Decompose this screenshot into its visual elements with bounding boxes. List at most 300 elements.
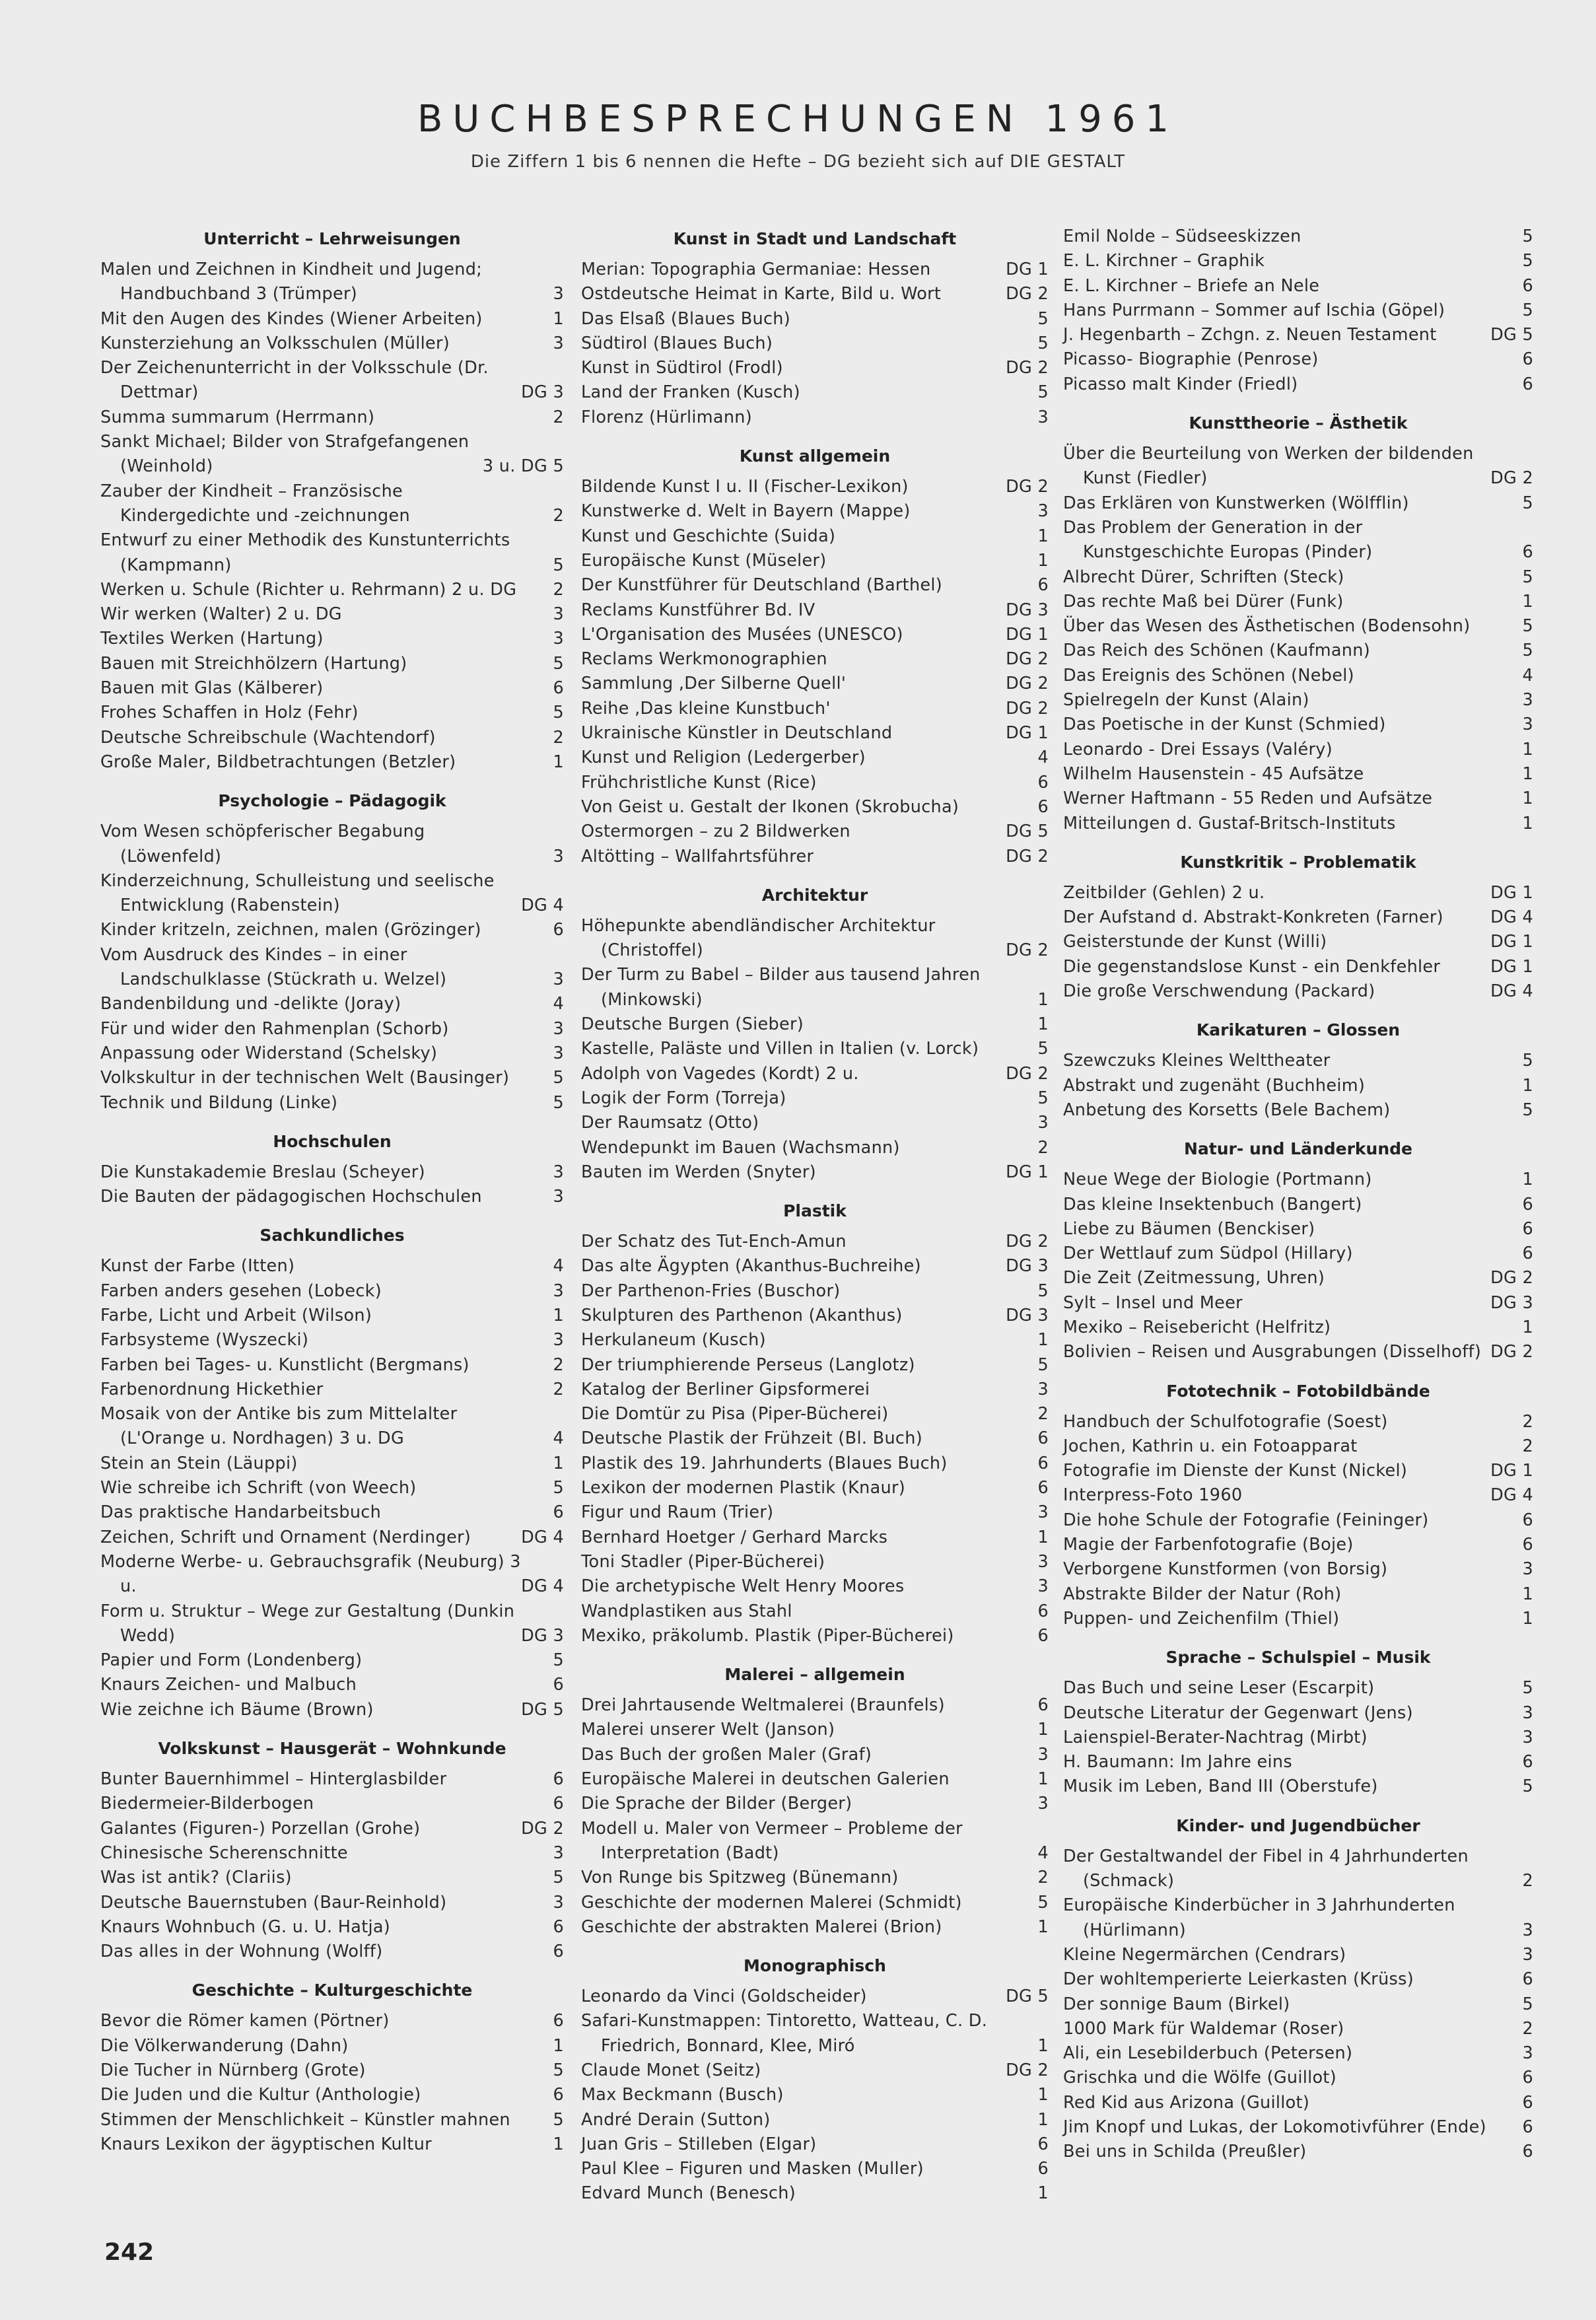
issue-reference: 3: [553, 969, 564, 990]
book-title: Die Tucher in Nürnberg (Grote): [100, 2060, 366, 2080]
book-entry: [1063, 614, 1533, 639]
book-entry: [581, 963, 1049, 1012]
book-entry: [1063, 1049, 1533, 1073]
book-entry: [100, 1091, 564, 1115]
issue-reference: DG 2: [521, 1818, 564, 1839]
issue-reference: 5: [1522, 251, 1533, 271]
issue-reference: 6: [1037, 1428, 1049, 1449]
issue-reference: 3: [553, 846, 564, 866]
issue-reference: 6: [1522, 1752, 1533, 1773]
book-title: Red Kid aus Arizona (Guillot): [1063, 2092, 1310, 2113]
book-entry: [1063, 2091, 1533, 2115]
book-entry: [100, 1041, 564, 1066]
issue-reference: 3: [1522, 715, 1533, 735]
book-entry: [1063, 905, 1533, 930]
issue-reference: 3: [1037, 1502, 1049, 1523]
issue-reference: 3: [1037, 1379, 1049, 1399]
entry-list: [100, 1254, 564, 1722]
book-entry: [581, 405, 1049, 430]
entry-list: [1063, 881, 1533, 1004]
book-title: Vom Ausdruck des Kindes – in einer Landschulklasse (Stückrath u. Welzel): [100, 944, 447, 990]
issue-reference: DG 1: [1006, 1162, 1049, 1182]
book-title: Bildende Kunst I u. II (Fischer-Lexikon): [581, 477, 909, 497]
issue-reference: 3: [1522, 1944, 1533, 1965]
book-title: Malerei unserer Welt (Janson): [581, 1720, 835, 1740]
book-title: Bauten im Werden (Snyter): [581, 1162, 816, 1182]
book-entry: [1063, 491, 1533, 516]
book-entry: [100, 627, 564, 651]
book-entry: [100, 1698, 564, 1722]
book-entry: [1063, 1217, 1533, 1242]
issue-reference: DG 5: [1006, 822, 1049, 842]
issue-reference: DG 1: [1006, 723, 1049, 744]
book-title: Die Völkerwanderung (Dahn): [100, 2035, 349, 2056]
section-heading: Kunst allgemein: [739, 446, 891, 466]
issue-reference: 4: [1522, 665, 1533, 685]
book-title: Werken u. Schule (Richter u. Rehrmann) 2 u. DG: [100, 579, 517, 600]
book-entry: [1063, 1266, 1533, 1290]
issue-reference: 2: [1522, 1871, 1533, 1891]
book-title: Das rechte Maß bei Dürer (Funk): [1063, 591, 1344, 612]
book-title: Interpress-Foto 1960: [1063, 1485, 1243, 1506]
section-heading: Kunsttheorie – Ästhetik: [1189, 413, 1408, 433]
section-heading: Geschichte – Kulturgeschichte: [191, 1981, 473, 2000]
issue-reference: DG 2: [1006, 1232, 1049, 1252]
issue-reference: 5: [553, 1092, 564, 1113]
book-title: Leonardo - Drei Essays (Valéry): [1063, 739, 1333, 759]
index-section: [100, 1737, 564, 1976]
issue-reference: DG 2: [1490, 1268, 1533, 1288]
book-entry: [581, 1624, 1049, 1648]
book-title: Kastelle, Paläste und Villen in Italien (v. Lorck): [581, 1039, 979, 1059]
issue-reference: 6: [553, 1942, 564, 1962]
issue-reference: 3: [1522, 1703, 1533, 1723]
section-spacer: [1063, 1631, 1533, 1643]
book-entry: [1063, 516, 1533, 565]
book-title: Das Buch der großen Maler (Graf): [581, 1744, 872, 1765]
issue-reference: DG 3: [1006, 1305, 1049, 1325]
book-entry: [100, 652, 564, 676]
issue-reference: 6: [1522, 2068, 1533, 2088]
book-entry: [581, 282, 1049, 306]
issue-reference: 6: [1037, 1453, 1049, 1473]
book-title: Die Sprache der Bilder (Berger): [581, 1794, 852, 1814]
book-entry: [1063, 1992, 1533, 2017]
book-title: Toni Stadler (Piper-Bücherei): [581, 1551, 825, 1572]
book-title: Wir werken (Walter) 2 u. DG: [100, 604, 342, 625]
issue-reference: 3: [1037, 1794, 1049, 1814]
book-title: Von Geist u. Gestalt der Ikonen (Skrobucha): [581, 796, 959, 817]
book-entry: [581, 1574, 1049, 1599]
book-title: Mitteilungen d. Gustaf-Britsch-Instituts: [1063, 813, 1396, 833]
book-entry: [581, 2083, 1049, 2107]
book-entry: [581, 1866, 1049, 1890]
section-spacer: [100, 1209, 564, 1221]
book-title: Herkulaneum (Kusch): [581, 1330, 766, 1351]
book-entry: [100, 356, 564, 405]
book-entry: [581, 795, 1049, 820]
issue-reference: 3: [553, 1187, 564, 1207]
issue-reference: DG 4: [521, 1576, 564, 1597]
index-section: [1063, 1137, 1533, 1376]
issue-reference: 1: [1522, 789, 1533, 809]
book-title: Sankt Michael; Bilder von Strafgefangenen (Weinhold): [100, 432, 469, 477]
issue-reference: 3: [553, 604, 564, 625]
entry-list: [581, 258, 1049, 430]
issue-reference: 3: [1037, 1576, 1049, 1597]
issue-reference: 2: [1037, 1137, 1049, 1158]
book-entry: [1063, 1074, 1533, 1098]
index-section: [1063, 225, 1533, 409]
book-title: Farbsysteme (Wyszecki): [100, 1330, 309, 1351]
book-entry: [100, 578, 564, 602]
book-entry: [100, 1792, 564, 1816]
book-entry: [100, 1767, 564, 1792]
index-section: [581, 227, 1049, 442]
book-title: 1000 Mark für Waldemar (Roser): [1063, 2018, 1344, 2039]
book-title: Laienspiel-Berater-Nachtrag (Mirbt): [1063, 1727, 1368, 1747]
book-entry: [581, 1353, 1049, 1378]
book-entry: [581, 573, 1049, 598]
book-entry: [581, 1915, 1049, 1940]
book-entry: [1063, 1508, 1533, 1533]
book-entry: [581, 1792, 1049, 1816]
index-section: [1063, 1646, 1533, 1811]
book-entry: [581, 2058, 1049, 2083]
book-title: Europäische Kinderbücher in 3 Jahrhunderten (Hürlimann): [1063, 1895, 1455, 1940]
book-entry: [100, 1066, 564, 1090]
section-heading: Natur- und Länderkunde: [1184, 1139, 1412, 1159]
book-entry: [1063, 1168, 1533, 1192]
book-entry: [581, 1062, 1049, 1086]
book-entry: [581, 1230, 1049, 1254]
issue-reference: 1: [1037, 1769, 1049, 1790]
book-title: Spielregeln der Kunst (Alain): [1063, 690, 1309, 711]
book-entry: [581, 1817, 1049, 1866]
book-entry: [100, 2108, 564, 2132]
book-entry: [1063, 2115, 1533, 2140]
section-spacer: [1063, 2165, 1533, 2177]
issue-reference: 6: [1522, 2142, 1533, 2162]
section-spacer: [100, 1964, 564, 1976]
book-entry: [581, 2009, 1049, 2058]
book-entry: [100, 1378, 564, 1402]
entry-list: [100, 1160, 564, 1210]
index-section: [1063, 851, 1533, 1016]
issue-reference: 3: [1037, 1113, 1049, 1133]
issue-reference: 2: [1037, 1868, 1049, 1888]
issue-reference: 6: [553, 1675, 564, 1695]
book-entry: [581, 2157, 1049, 2181]
book-entry: [100, 2034, 564, 2058]
issue-reference: 1: [1522, 1317, 1533, 1337]
issue-reference: 1: [1522, 813, 1533, 833]
book-title: Das Ereignis des Schönen (Nebel): [1063, 665, 1354, 685]
book-entry: [1063, 930, 1533, 954]
issue-reference: 6: [1522, 542, 1533, 563]
book-entry: [581, 307, 1049, 332]
book-entry: [1063, 639, 1533, 663]
book-title: Grischka und die Wölfe (Guillot): [1063, 2068, 1336, 2088]
section-heading: Fototechnik – Fotobildbände: [1166, 1381, 1430, 1401]
book-entry: [1063, 762, 1533, 787]
book-title: Der Kunstführer für Deutschland (Barthel): [581, 575, 943, 596]
book-entry: [1063, 1967, 1533, 1992]
issue-reference: 6: [1037, 2159, 1049, 2179]
book-entry: [1063, 688, 1533, 713]
book-entry: [581, 721, 1049, 746]
issue-reference: 4: [553, 994, 564, 1014]
book-entry: [581, 914, 1049, 964]
book-title: Textiles Werken (Hartung): [100, 629, 324, 649]
section-heading: Monographisch: [744, 1956, 886, 1976]
book-title: Bei uns in Schilda (Preußler): [1063, 2142, 1307, 2162]
issue-reference: 5: [1522, 641, 1533, 661]
section-spacer: [581, 1940, 1049, 1951]
column-1: [100, 225, 564, 2169]
book-title: Skulpturen des Parthenon (Akanthus): [581, 1305, 903, 1325]
page-subtitle: Die Ziffern 1 bis 6 nennen die Hefte – DG bezieht sich auf DIE GESTALT: [470, 152, 1126, 172]
section-heading: Kunst in Stadt und Landschaft: [673, 229, 957, 248]
book-title: Entwurf zu einer Methodik des Kunstunterrichts (Kampmann): [100, 530, 510, 575]
issue-reference: 3: [1037, 407, 1049, 427]
book-title: Von Runge bis Spitzweg (Bünemann): [581, 1868, 899, 1888]
book-title: Knaurs Lexikon der ägyptischen Kultur: [100, 2134, 432, 2154]
issue-reference: 2: [553, 1379, 564, 1399]
index-section: [100, 1979, 564, 2169]
issue-reference: DG 1: [1006, 624, 1049, 645]
entry-list: [581, 475, 1049, 869]
book-title: Kinderzeichnung, Schulleistung und seelische Entwicklung (Rabenstein): [100, 870, 495, 916]
book-title: Deutsche Bauernstuben (Baur-Reinhold): [100, 1892, 447, 1913]
issue-reference: 5: [1522, 1678, 1533, 1699]
book-entry: [1063, 1775, 1533, 1799]
section-heading: Unterricht – Lehrweisungen: [203, 229, 461, 248]
book-entry: [581, 1304, 1049, 1328]
book-entry: [1063, 1726, 1533, 1750]
book-title: Form u. Struktur – Wege zur Gestaltung (Dunkin Wedd): [100, 1601, 515, 1646]
book-entry: [100, 726, 564, 750]
section-spacer: [100, 2157, 564, 2169]
issue-reference: DG 1: [1490, 882, 1533, 903]
book-title: Der Turm zu Babel – Bilder aus tausend Jahren (Minkowski): [581, 965, 981, 1010]
book-entry: [1063, 2041, 1533, 2066]
book-entry: [581, 1500, 1049, 1525]
issue-reference: DG 3: [1490, 1292, 1533, 1313]
book-entry: [100, 701, 564, 725]
book-entry: [1063, 2066, 1533, 2090]
book-entry: [1063, 1557, 1533, 1582]
book-entry: [1063, 713, 1533, 737]
book-entry: [581, 332, 1049, 356]
section-heading: Sachkundliches: [260, 1226, 405, 1246]
book-entry: [1063, 442, 1533, 491]
issue-reference: 1: [1037, 1527, 1049, 1547]
book-entry: [100, 1891, 564, 1915]
issue-reference: 2: [553, 407, 564, 427]
section-spacer: [100, 1115, 564, 1127]
entry-list: [100, 1767, 564, 1964]
book-title: Szewczuks Kleines Welttheater: [1063, 1051, 1331, 1071]
issue-reference: 1: [1522, 739, 1533, 759]
book-title: Paul Klee – Figuren und Masken (Muller): [581, 2159, 924, 2179]
section-spacer: [1063, 1800, 1533, 1811]
section-heading: Kinder- und Jugendbücher: [1176, 1815, 1420, 1835]
issue-reference: DG 3: [521, 382, 564, 403]
book-title: Wendepunkt im Bauen (Wachsmann): [581, 1137, 900, 1158]
issue-reference: 6: [1522, 1244, 1533, 1264]
book-entry: [100, 1866, 564, 1890]
index-section: [1063, 1018, 1533, 1135]
book-title: Technik und Bildung (Linke): [100, 1092, 338, 1113]
issue-reference: 1: [1522, 1075, 1533, 1096]
book-title: Ali, ein Lesebilderbuch (Petersen): [1063, 2043, 1353, 2064]
book-title: Das Reich des Schönen (Kaufmann): [1063, 641, 1370, 661]
book-entry: [581, 1599, 1049, 1624]
book-entry: [100, 430, 564, 479]
issue-reference: 2: [1522, 2018, 1533, 2039]
issue-reference: DG 2: [1006, 284, 1049, 304]
issue-reference: 1: [1522, 591, 1533, 612]
book-entry: [100, 1673, 564, 1697]
book-entry: [1063, 664, 1533, 688]
issue-reference: DG 2: [1006, 674, 1049, 694]
book-entry: [100, 1817, 564, 1841]
issue-reference: 2: [553, 579, 564, 600]
book-title: Picasso- Biographie (Penrose): [1063, 349, 1319, 370]
issue-reference: 5: [1522, 493, 1533, 513]
issue-reference: 1: [1037, 526, 1049, 546]
book-title: Puppen- und Zeichenfilm (Thiel): [1063, 1608, 1340, 1629]
book-entry: [581, 549, 1049, 573]
issue-reference: DG 2: [1006, 940, 1049, 961]
book-title: Papier und Form (Londenberg): [100, 1650, 363, 1671]
book-entry: [581, 1160, 1049, 1185]
book-entry: [100, 992, 564, 1016]
book-entry: [1063, 1845, 1533, 1894]
book-entry: [100, 528, 564, 578]
issue-reference: DG 1: [1490, 956, 1533, 977]
section-spacer: [1063, 1365, 1533, 1377]
book-entry: [581, 623, 1049, 647]
book-entry: [1063, 1483, 1533, 1508]
book-title: Stimmen der Menschlichkeit – Künstler mahnen: [100, 2109, 510, 2130]
issue-reference: 3: [553, 284, 564, 304]
issue-reference: DG 1: [1490, 1461, 1533, 1481]
book-title: Große Maler, Bildbetrachtungen (Betzler): [100, 752, 456, 772]
issue-reference: DG 2: [1490, 1342, 1533, 1362]
book-entry: [581, 1328, 1049, 1353]
book-title: L'Organisation des Musées (UNESCO): [581, 624, 903, 645]
issue-reference: 6: [553, 1916, 564, 1937]
book-title: Geisterstunde der Kunst (Willi): [1063, 932, 1327, 952]
section-spacer: [581, 1185, 1049, 1197]
index-section: [581, 1954, 1049, 2218]
book-entry: [1063, 2140, 1533, 2164]
issue-reference: 6: [1037, 1478, 1049, 1498]
issue-reference: 2: [1522, 1411, 1533, 1432]
issue-reference: 3: [1522, 1559, 1533, 1580]
index-section: [100, 789, 564, 1127]
book-title: Höhepunkte abendländischer Architektur (Christoffel): [581, 915, 936, 961]
book-entry: [100, 676, 564, 701]
section-spacer: [1063, 1004, 1533, 1016]
issue-reference: 3: [1037, 1551, 1049, 1572]
book-entry: [1063, 812, 1533, 836]
book-entry: [100, 479, 564, 529]
book-title: Albrecht Dürer, Schriften (Steck): [1063, 567, 1344, 587]
book-title: Der Raumsatz (Otto): [581, 1113, 759, 1133]
book-title: Biedermeier-Bilderbogen: [100, 1794, 314, 1814]
book-entry: [100, 1841, 564, 1866]
book-entry: [100, 1526, 564, 1550]
book-entry: [581, 697, 1049, 721]
book-title: Der Schatz des Tut-Ench-Amun: [581, 1232, 847, 1252]
book-entry: [581, 1891, 1049, 1915]
book-entry: [1063, 1291, 1533, 1316]
index-section: [581, 1199, 1049, 1660]
issue-reference: 3: [553, 1043, 564, 1063]
issue-reference: DG 5: [1006, 1986, 1049, 2007]
issue-reference: 5: [553, 1068, 564, 1088]
book-entry: [581, 1526, 1049, 1550]
book-entry: [100, 820, 564, 869]
issue-reference: DG 3: [521, 1625, 564, 1646]
book-entry: [1063, 1098, 1533, 1123]
issue-reference: 6: [1522, 1510, 1533, 1530]
book-entry: [100, 1353, 564, 1378]
issue-reference: 1: [553, 1453, 564, 1473]
issue-reference: 6: [1522, 275, 1533, 296]
book-title: Zeitbilder (Gehlen) 2 u.: [1063, 882, 1265, 903]
book-entry: [581, 598, 1049, 623]
section-heading: Sprache – Schulspiel – Musik: [1165, 1648, 1431, 1668]
book-title: Drei Jahrtausende Weltmalerei (Braunfels): [581, 1695, 945, 1716]
issue-reference: 6: [1522, 1969, 1533, 1990]
issue-reference: 5: [1037, 382, 1049, 403]
book-title: Reclams Werkmonographien: [581, 649, 827, 670]
book-title: Die archetypische Welt Henry Moores: [581, 1576, 905, 1597]
issue-reference: 5: [1037, 333, 1049, 353]
book-title: Die Juden und die Kultur (Anthologie): [100, 2085, 421, 2105]
issue-reference: 1: [553, 308, 564, 329]
issue-reference: DG 2: [1006, 1063, 1049, 1084]
book-entry: [100, 332, 564, 356]
issue-reference: 3: [1522, 1727, 1533, 1747]
book-title: E. L. Kirchner – Briefe an Nele: [1063, 275, 1320, 296]
issue-reference: 1: [1037, 2085, 1049, 2105]
book-entry: [100, 1940, 564, 1964]
book-title: Die hohe Schule der Fotografie (Feininger): [1063, 1510, 1429, 1530]
book-entry: [100, 869, 564, 919]
book-entry: [100, 1915, 564, 1940]
issue-reference: DG 4: [521, 1527, 564, 1547]
issue-reference: 5: [1522, 1776, 1533, 1797]
issue-reference: DG 5: [1490, 325, 1533, 345]
issue-reference: 1: [553, 2134, 564, 2154]
book-entry: [100, 1017, 564, 1041]
entry-list: [100, 820, 564, 1115]
book-entry: [1063, 1410, 1533, 1434]
book-entry: [1063, 323, 1533, 347]
issue-reference: 3: [553, 1162, 564, 1182]
book-title: Werner Haftmann - 55 Reden und Aufsätze: [1063, 789, 1433, 809]
section-heading: Plastik: [783, 1201, 847, 1221]
book-title: E. L. Kirchner – Graphik: [1063, 251, 1265, 271]
book-title: Für und wider den Rahmenplan (Schorb): [100, 1018, 449, 1039]
issue-reference: 3: [553, 1018, 564, 1039]
book-title: Bauen mit Glas (Kälberer): [100, 678, 324, 699]
